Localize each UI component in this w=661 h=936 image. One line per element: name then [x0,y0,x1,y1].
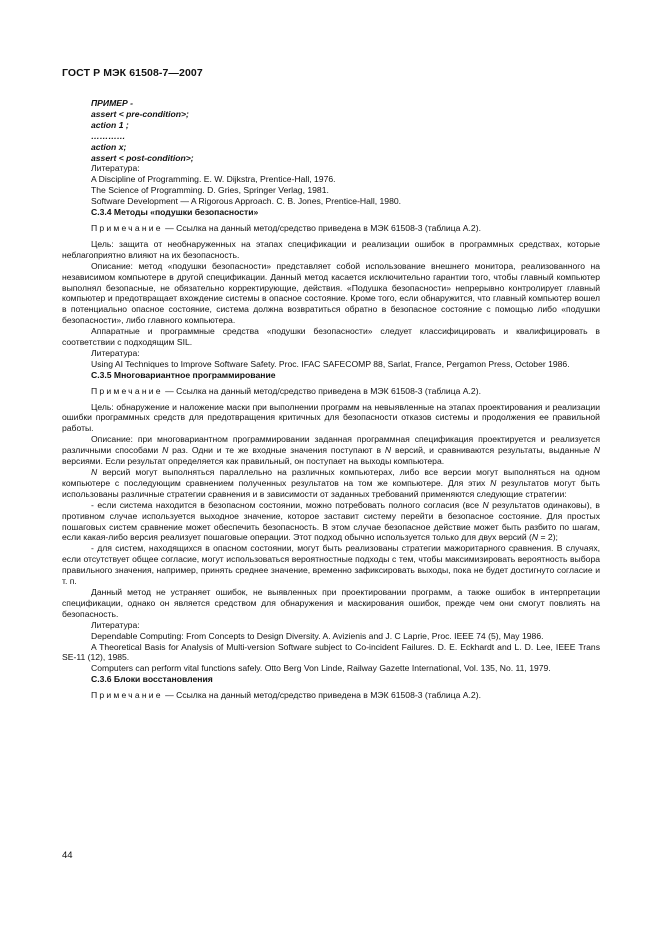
standard-header: ГОСТ Р МЭК 61508-7—2007 [62,67,203,79]
code-line: assert < post-condition>; [91,152,194,163]
reference-item: The Science of Programming. D. Gries, Springer Verlag, 1981. [91,185,329,196]
note-label: Примечание [91,385,163,396]
code-line: assert < pre-condition>; [91,108,189,119]
reference-item: Dependable Computing: From Concepts to Design Diversity. A. Avizienis and J. C Laprie, Proc. IEEE 74 (5), May 1986. [91,630,544,641]
note-text: — Ссылка на данный метод/средство приведена в МЭК 61508-3 (таблица А.2). [162,385,481,396]
note-text: — Ссылка на данный метод/средство приведена в МЭК 61508-3 (таблица А.2). [162,222,481,233]
reference-item: Computers can perform vital functions safely. Otto Berg Von Linde, Railway Gazette International, Vol. 135, No. 11, 1979. [91,663,551,674]
paragraph: Описание: при многовариантном программировании заданная программная спецификация проектируется и реализуется различными способами N раз. Одни и те же входные значения поступают в N версий, и сравниваются результаты, выданные N версиями. Если результат определяется как правильный, он поступает на выходы компьютера. [62,434,600,467]
list-item: - если система находится в безопасном состоянии, можно потребовать полного согласия (все N результатов одинаковы), в противном случае используется выходное значение, которое заставит систему перейти в безопасное состояние. Для простых пошаговых систем сравнение может обеспечить безопасность. В этом случае безопасное действие может быть разбито по шагам, если какая-либо версия реализует пошаговые операции. Этот подход обычно используется только для двух версий (N = 2); [62,499,601,543]
code-line: action x; [91,141,127,152]
code-line: ………… [91,130,126,141]
reference-item: Using AI Techniques to Improve Software Safety. Proc. IFAC SAFECOMP 88, Sarlat, France, Pergamon Press, October 1986. [91,358,570,369]
section-heading: C.3.5 Многовариантное программирование [91,369,276,380]
references-label: Литература: [91,619,140,630]
paragraph: Аппаратные и программные средства «подушки безопасности» следует классифицировать и квалифицировать в соответствии с подходящим SIL. [62,326,600,348]
paragraph: Цель: обнаружение и наложение маски при выполнении программ на невыявленные на этапах проектирования и реализации ошибки программных средств для предотвращения критичных для безопасности отказов системы и продолжения ее правильной работы. [62,401,600,434]
references-label: Литература: [91,163,140,174]
note-label: Примечание [91,690,163,701]
page-number: 44 [62,850,73,861]
note-label: Примечание [91,222,163,233]
references-label: Литература: [91,347,140,358]
page-body [62,98,600,701]
reference-item: Software Development — A Rigorous Approach. C. B. Jones, Prentice-Hall, 1980. [91,196,402,207]
section-heading: C.3.4 Методы «подушки безопасности» [91,207,259,218]
reference-item: A Theoretical Basis for Analysis of Multi-version Software subject to Co-incident Failures. D. E. Eckhardt and L. D. Lee, IEEE Trans SE-11 (12), 1985. [62,641,600,663]
example-title: ПРИМЕР - [91,98,133,108]
paragraph: Описание: метод «подушки безопасности» представляет собой использование внешнего монитора, реализованного на независимом компьютере в другой спецификации. Данный метод касается исключительно гарантии того, чтобы главный компьютер выполнял безопасные, не обязательно корректирующие, действия. «Подушка безопасности» непрерывно контролирует главный компьютер и предотвращает вхождение системы в опасное состояние. Кроме того, если обнаружится, что главный компьютер вошел в потенциально опасное состояние, система должна возвратиться обратно в безопасное состояние с помощью либо «подушки безопасности», либо главного компьютера. [62,260,600,326]
note [62,386,600,397]
note [62,690,600,701]
paragraph: N версий могут выполняться параллельно на различных компьютерах, либо все версии могут выполняться на одном компьютере с последующим сравнением полученных результатов на том же компьютере. Для этих N результатов могут быть использованы различные стратегии сравнения и в зависимости от заданных требований применяются следующие стратегии: [62,467,600,499]
note-text: — Ссылка на данный метод/средство приведена в МЭК 61508-3 (таблица А.2). [162,690,481,701]
list-item: - для систем, находящихся в опасном состоянии, могут быть реализованы стратегии мажоритарного сравнения. В случаях, если отсутствует общее согласие, могут использоваться вероятностные подходы с тем, чтобы максимизировать вероятность выбора правильного значения, например, принять среднее значение, временно зафиксировать выходы, пока не будет достигнуто согласие и т. п. [62,543,600,587]
section-heading: C.3.6 Блоки восстановления [91,674,213,685]
paragraph: Данный метод не устраняет ошибок, не выявленных при проектировании программ, а также ошибок в интерпретации спецификации, однако он является средством для обнаружения и маскирования ошибок, прежде чем они смогут повлиять на безопасность. [62,586,600,619]
code-line: action 1 ; [91,119,129,130]
note [62,223,600,234]
reference-item: A Discipline of Programming. E. W. Dijkstra, Prentice-Hall, 1976. [91,174,336,185]
paragraph: Цель: защита от необнаруженных на этапах спецификации и реализации ошибок в программных средствах, которые неблагоприятно влияют на их безопасность. [62,238,600,260]
